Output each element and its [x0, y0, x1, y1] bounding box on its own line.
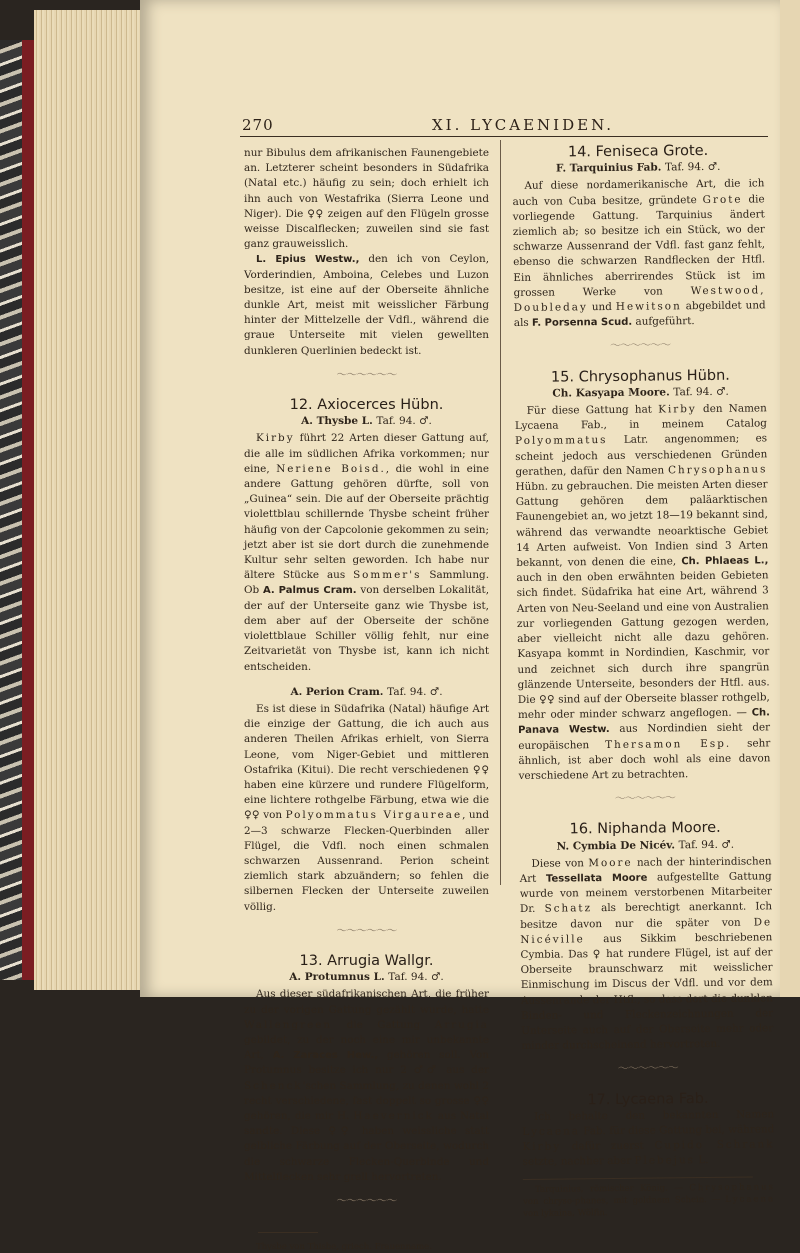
paragraph-text: auch in den oben erwähnten beiden Gebieten sich findet. Südafrika hat eine Art, während 3 Arten von Neu-Seeland und eine von Australien zur vorliegenden Gattung gezogen werden, aber vielleicht nicht alle dazu gehören. Kasyapa kommt in Nordindien, Kaschmir, vor und zeichnet sich durch ihre spangrün glänzende Unterseite, besonders der Htfl. aus. Die ♀♀ sind auf der Oberseite blasser rothgelb, mehr oder minder schwarz angeflogen. —	[516, 569, 770, 722]
author-name: Kirby	[522, 1140, 562, 1154]
collector-name: Schenck	[244, 1079, 303, 1092]
species-name: F. Tarquinius Fab.	[555, 161, 662, 175]
paragraph-text: setzte, nachher aber	[522, 1155, 635, 1169]
species-name: A. Thysbe L.	[301, 415, 373, 428]
paragraph-text: die Gattung	[332, 1018, 435, 1031]
author-name: Wallengreen	[244, 1018, 333, 1031]
running-head: XI. LYCAENIDEN.	[432, 116, 614, 134]
author-name: Hewitson	[615, 300, 682, 313]
cymbia-paragraph	[519, 854, 773, 1054]
ornament-divider: 〜〜〜〜〜〜	[610, 338, 671, 353]
species-name: A. Palmus Cram.	[262, 585, 357, 597]
paragraph-text: 'schen Sammlung, zu denen wohl 2 recht verschiedene, fast doppelt so grosse ♀♀ gehören, die mir H.	[244, 1079, 489, 1122]
paragraph-text: Diese von	[531, 856, 589, 870]
paragraph-text: sehr ähnlich, ist aber doch wohl als eine davon verschiedene Art zu betrachten.	[518, 736, 771, 782]
right-column	[512, 142, 776, 1220]
species-name: Ch. Kasyapa Moore.	[552, 386, 670, 400]
genus-name: Polyommatus	[515, 434, 608, 448]
species-subheading	[244, 414, 489, 429]
paragraph-text: Für diese Gattung hat	[526, 403, 659, 417]
ornament-divider: 〜〜〜〜〜〜	[614, 791, 675, 806]
paragraph-text: aufgestellte Gattung wurde von meinem verstorbenen Mitarbeiter Dr.	[519, 870, 772, 916]
paragraph-text: den ich von Ceylon, Vorderindien, Amboina, Celebes und Luzon besitze, ist eine auf der Oberseite ähnliche dunkle Art, meist mit weisslicher Färbung hinter der Mittelzelle der Vdfl., während die graue Unterseite mit vielen gewellten dunkleren Querlinien bedeckt ist.	[244, 253, 489, 357]
species-subheading	[519, 837, 771, 855]
paragraph-text: , und 2—3 schwarze Flecken-Querbinden aller Flügel, die Vdfl. noch einen schmalen schwarzen Aussenrand. Perion scheint ziemlich stark abzuändern; so fehlen die silbernen Flecken der Unterseite zuweilen völlig.	[244, 809, 489, 913]
species-name: N. Cymbia De Nicév.	[556, 838, 676, 853]
section-heading-12: 12. Axiocerces Hübn.	[289, 397, 444, 414]
footnote-text: von lykaina, Wölfin.	[523, 1207, 608, 1219]
paragraph-text: Sammlung. Ob	[244, 569, 490, 597]
genus-name: Arrugia	[434, 1018, 489, 1031]
section-heading-17: 17. Lycaena Fab.	[587, 1090, 709, 1108]
paragraph-text: gehören soll. Von Protumnus besitze ich nur 2 ♂♂ aus der	[244, 1049, 489, 1077]
species-name: F. Porsenna Scud.	[531, 316, 633, 330]
species-name: Neriene Boisd.	[276, 462, 386, 475]
species-name: A. Protumnus L.	[289, 971, 385, 984]
paragraph-text: , die wohl in eine andere Gattung gehören dürfte, soll von „Guinea“ sein. Die auf der Oberseite prächtig violettblau schillernde Thysbe scheint früher häufig von der Capcolonie gekommen zu sein; jetzt aber ist sie dort durch die zunehmende Kultur sehr selten geworden. Ich habe nur ältere Stücke aus	[244, 462, 489, 582]
species-subheading	[515, 384, 767, 402]
paragraph-text: von derselben Lokalität, der auf der Unterseite ganz wie Thysbe ist, dem aber auf der Oberseite der schöne violettblaue Schiller völlig fehlt, nur eine Zeitvarietät von Thysbe ist, kann ich nicht entscheiden.	[244, 584, 490, 673]
genus-name: Cupido Schrank	[654, 1138, 775, 1152]
paragraph-text: aus Natal sandte. Diese ♀♀ haben weissliche statt gelbliche Färbung auf der Oberseite, wodurch die schwarze Flecken-Querbinde und Mittelflecken sehr grell hervortreten.	[244, 1109, 489, 1183]
species-name: Thersamon Esp.	[605, 737, 732, 751]
footnote: Thysbe von Thisbe, griech. Frauenname.	[256, 1242, 432, 1253]
paragraph-text: Ich behalte den bekannten Namen	[534, 1108, 775, 1123]
paragraph-text: Auf diese nordamerikanische Art, die ich auch von Cuba besitze, gründete	[512, 177, 765, 208]
epius-paragraph	[244, 252, 489, 358]
ornament-divider: 〜〜〜〜〜〜	[336, 923, 397, 937]
header-rule	[240, 136, 768, 137]
thysbe-paragraph	[244, 431, 489, 674]
plate-reference: Taf. 94. ♂.	[376, 415, 432, 428]
author-name: Grote	[702, 193, 743, 206]
footnote-term: Chrysophanus	[689, 1181, 775, 1193]
book-spine-binding	[22, 40, 34, 980]
paragraph-text: gebildet, zu der noch eine mir unbekannte Art,	[244, 1033, 489, 1062]
left-column	[244, 146, 489, 1253]
facing-page-edge	[780, 0, 800, 997]
paragraph-text: aus Nordindien sieht der europäischen	[518, 721, 771, 752]
author-name: De Nicéville	[520, 915, 773, 946]
paragraph-text: führt 22 Arten dieser Gattung auf, die alle im südlichen Afrika vorkommen; nur eine,	[244, 432, 489, 475]
tarquinius-paragraph	[512, 177, 766, 332]
genus-name: Lycaena	[522, 1125, 581, 1138]
section-heading-14: 14. Feniseca Grote.	[567, 142, 709, 161]
paragraph-text: aufgeführt.	[632, 315, 695, 328]
collector-name: Haevernick	[353, 1109, 434, 1122]
paragraph-text: Es ist diese in Südafrika (Natal) häufige Art die einzige der Gattung, die ich auch aus anderen Theilen Afrikas erhielt, von Sierra Leone, vom Niger-Gebiet und mittleren Ostafrika (Kitui). Die recht verschiedenen ♀♀ haben eine kürzere und rundere Flügelform, eine lichtere rothgelbe Färbung, etwa wie die ♀♀ von	[244, 702, 489, 822]
footnote-text: Tarquinius, römischer König. —	[534, 1182, 690, 1195]
author-name: Kirby	[256, 432, 295, 445]
plate-reference: Taf. 94. ♂.	[678, 838, 735, 851]
section-heading-13: 13. Arrugia Wallgr.	[299, 952, 434, 969]
paragraph-text: L.	[694, 1154, 709, 1167]
paragraph-text: Aus dieser südafrikanischen Art, die früher zu der vorigen Gattung gezählt wurde, hatte	[244, 988, 489, 1016]
section-heading-15: 15. Chrysophanus Hübn.	[550, 367, 730, 386]
perion-paragraph	[244, 702, 489, 915]
author-name: Westwood, Doubleday	[513, 284, 766, 315]
species-name: Ch. Panava Westw.	[518, 707, 771, 737]
genus-name: Chrysophanus	[668, 463, 768, 477]
paragraph-text: und	[587, 300, 616, 314]
right-column-content	[512, 143, 775, 1219]
page-number: 270	[242, 116, 274, 134]
paragraph-text: dafür zuerst	[560, 1139, 655, 1153]
paragraph-text: als berechtigt anerkannt. Ich besitze davon nur die später von	[520, 900, 773, 931]
species-subheading	[244, 970, 489, 985]
plate-reference: Taf. 94. ♂.	[388, 971, 444, 984]
species-name: L. Epius Westw.,	[256, 254, 360, 266]
lycaena-paragraph	[522, 1107, 775, 1170]
plate-reference: Taf. 94. ♂.	[664, 161, 721, 174]
footnote-text: von chryso-phanes, mit goldnem Schein. —	[523, 1194, 726, 1207]
species-name: A. Zaraces Hew.,	[272, 1050, 379, 1062]
species-name: Polyommatus Virgaureae	[285, 809, 463, 822]
kasyapa-paragraph	[515, 401, 771, 784]
species-name: A. Perion Cram.	[290, 685, 384, 698]
intro-paragraph: nur Bibulus dem afrikanischen Faunengebiete an. Letzterer scheint besonders in Südafrika (Natal etc.) häufig zu sein; doch erhielt ich ihn auch von Westafrika (Sierra Leone und Niger). Die ♀♀ zeigen auf den Flügeln grosse weisse Discalflecken; zuweilen sind sie fast ganz grauweisslich.	[244, 147, 489, 251]
paragraph-text: Hübn. zu gebrauchen. Die meisten Arten dieser Gattung gehören dem paläarktischen Faunengebiet an, wo jetzt 18—19 bekannt sind, während das verwandte neoarktische Gebiet 14 Arten aufweist. Von Indien sind 3 Arten bekannt, von denen die eine,	[515, 478, 769, 570]
author-name: Schatz	[544, 902, 593, 916]
book-cover-marbled-edge	[0, 40, 24, 980]
paragraph-text: abgebildet und als	[513, 299, 766, 330]
paragraph-text: aus Sikkim beschriebenen Cymbia. Das ♀ hat rundere Flügel, ist auf der Oberseite braunschwarz mit weisslicher Einmischung im Discus der Vdfl. und vor dem Aussenrande der Htfl., so dass dort die dunklen Binden- und Fleckenzeichnungen der Unterseite auch auf der Oberseite mehr oder minder durchscheinend hervortreten.	[520, 931, 774, 1053]
plate-reference: Taf. 94. ♂.	[387, 685, 443, 698]
paragraph-text: Latr. angenommen; es scheint jedoch aus verschiedenen Gründen gerathen, dafür den Namen	[515, 432, 768, 478]
ornament-divider: 〜〜〜〜〜〜	[336, 1194, 397, 1207]
ornament-divider: 〜〜〜〜〜〜	[336, 367, 397, 381]
genus-name: Plebejus	[634, 1154, 696, 1168]
species-subheading	[244, 685, 489, 700]
species-name: Ch. Phlaeas L.,	[681, 555, 769, 568]
paragraph-text: Fab. für diese Gattung bei, während	[579, 1123, 775, 1138]
paragraph-text: nach der hinterindischen Art	[519, 855, 772, 885]
column-divider	[500, 140, 501, 885]
collector-name: Sommer's	[353, 569, 422, 582]
paragraph-text: den Namen Lycaena Fab., in meinem Catalog	[514, 402, 767, 433]
protumnus-paragraph	[244, 987, 489, 1185]
footnote-rule	[523, 1176, 753, 1179]
plate-reference: Taf. 94. ♂.	[673, 385, 729, 399]
footnote	[523, 1181, 775, 1220]
footnote-rule	[258, 1232, 318, 1233]
footnote-term: Lycaena	[725, 1193, 776, 1205]
author-name: Moore	[588, 856, 633, 869]
section-heading-16: 16. Niphanda Moore.	[569, 820, 721, 838]
paragraph-text: die vorliegende Gattung. Tarquinius ändert ziemlich ab; so besitze ich ein Stück, wo der schwarze Aussenrand der Vdfl. fast ganz fehlt, ebenso die schwarzen Randflecken der Htfl. Ein ähnliches aberrirendes Stück ist im grossen Werke von	[512, 192, 766, 299]
species-subheading	[512, 160, 764, 178]
page-stack-edge	[34, 10, 144, 990]
ornament-divider: 〜〜〜〜〜〜	[617, 1061, 678, 1076]
species-name: Tessellata Moore	[545, 872, 648, 885]
author-name: Kirby	[658, 403, 697, 416]
